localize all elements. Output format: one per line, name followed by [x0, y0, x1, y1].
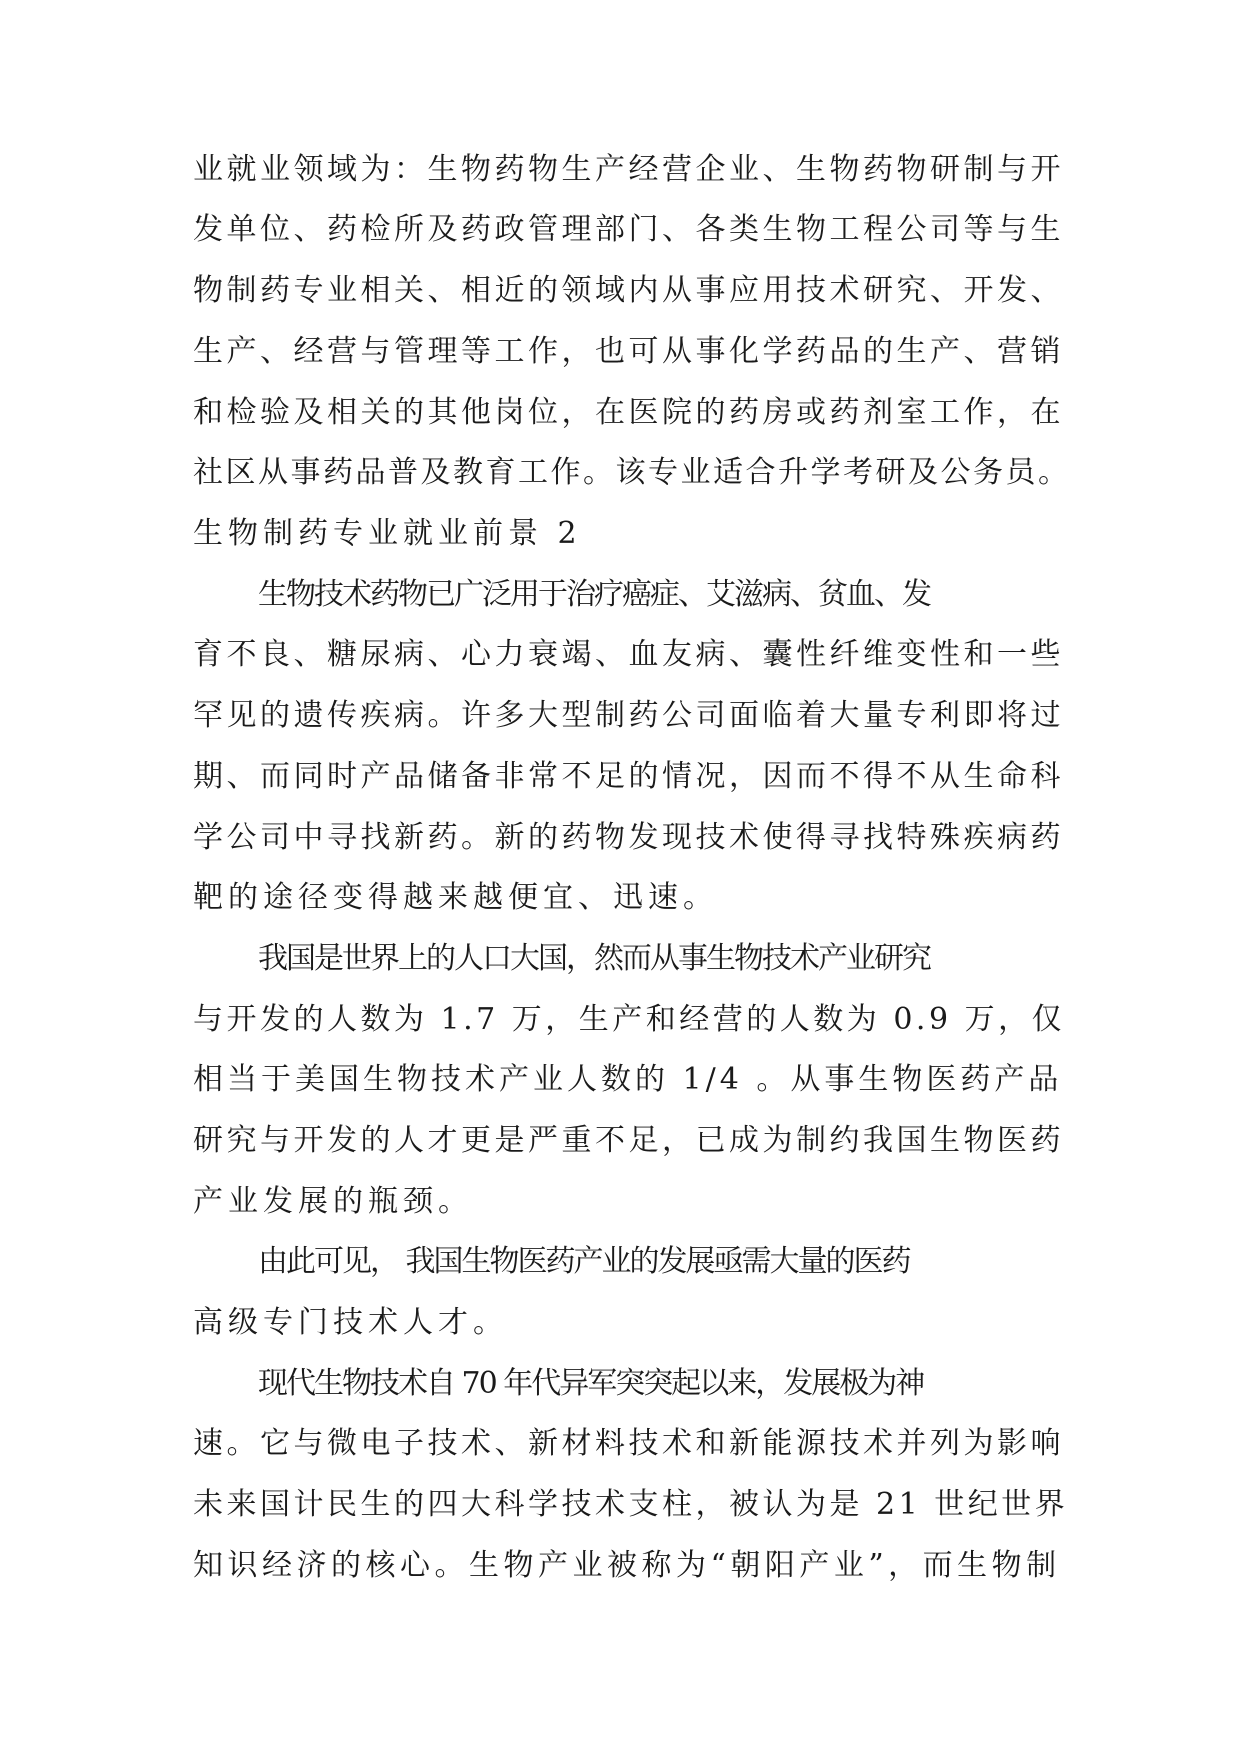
text-line: 物制药专业相关、相近的领域内从事应用技术研究、开发、 — [193, 273, 1064, 308]
text-line: 高级专门技术人才。 — [193, 1305, 508, 1340]
text-line: 生产、经营与管理等工作，也可从事化学药品的生产、营销 — [193, 334, 1064, 369]
text-line: 研究与开发的人才更是严重不足，已成为制约我国生物医药 — [193, 1123, 1064, 1158]
text-line: 靶的途径变得越来越便宜、迅速。 — [193, 880, 718, 915]
text-line: 和检验及相关的其他岗位，在医院的药房或药剂室工作，在 — [193, 395, 1064, 430]
paragraph-first-line: 我国是世界上的人口大国，然而从事生物技术产业研究 — [258, 941, 930, 976]
text-line: 罕见的遗传疾病。许多大型制药公司面临着大量专利即将过 — [193, 698, 1064, 733]
text-line: 未来国计民生的四大科学技术支柱，被认为是 21 世纪世界 — [193, 1487, 1069, 1522]
paragraph-first-line: 现代生物技术自 70 年代异军突突起以来，发展极为神 — [258, 1366, 924, 1401]
text-line: 育不良、糖尿病、心力衰竭、血友病、囊性纤维变性和一些 — [193, 637, 1064, 672]
text-line: 相当于美国生物技术产业人数的 1/4 。从事生物医药产品 — [193, 1062, 1063, 1097]
section-heading: 生物制药专业就业前景 2 — [193, 516, 582, 551]
text-line: 业就业领域为：生物药物生产经营企业、生物药物研制与开 — [193, 152, 1064, 187]
text-line: 产业发展的瓶颈。 — [193, 1184, 473, 1219]
text-line: 发单位、药检所及药政管理部门、各类生物工程公司等与生 — [193, 212, 1064, 247]
text-line: 社区从事药品普及教育工作。该专业适合升学考研及公务员。 — [193, 455, 1071, 490]
text-line: 知识经济的核心。生物产业被称为“朝阳产业”，而生物制 — [193, 1548, 1061, 1583]
text-line: 与开发的人数为 1.7 万，生产和经营的人数为 0.9 万，仅 — [193, 1002, 1066, 1037]
text-line: 期、而同时产品储备非常不足的情况，因而不得不从生命科 — [193, 759, 1064, 794]
paragraph-first-line: 生物技术药物已广泛用于治疗癌症、艾滋病、贫血、发 — [258, 577, 930, 612]
text-line: 学公司中寻找新药。新的药物发现技术使得寻找特殊疾病药 — [193, 820, 1064, 855]
text-line: 速。它与微电子技术、新材料技术和新能源技术并列为影响 — [193, 1426, 1064, 1461]
paragraph-first-line: 由此可见， 我国生物医药产业的发展亟需大量的医药 — [258, 1244, 910, 1279]
